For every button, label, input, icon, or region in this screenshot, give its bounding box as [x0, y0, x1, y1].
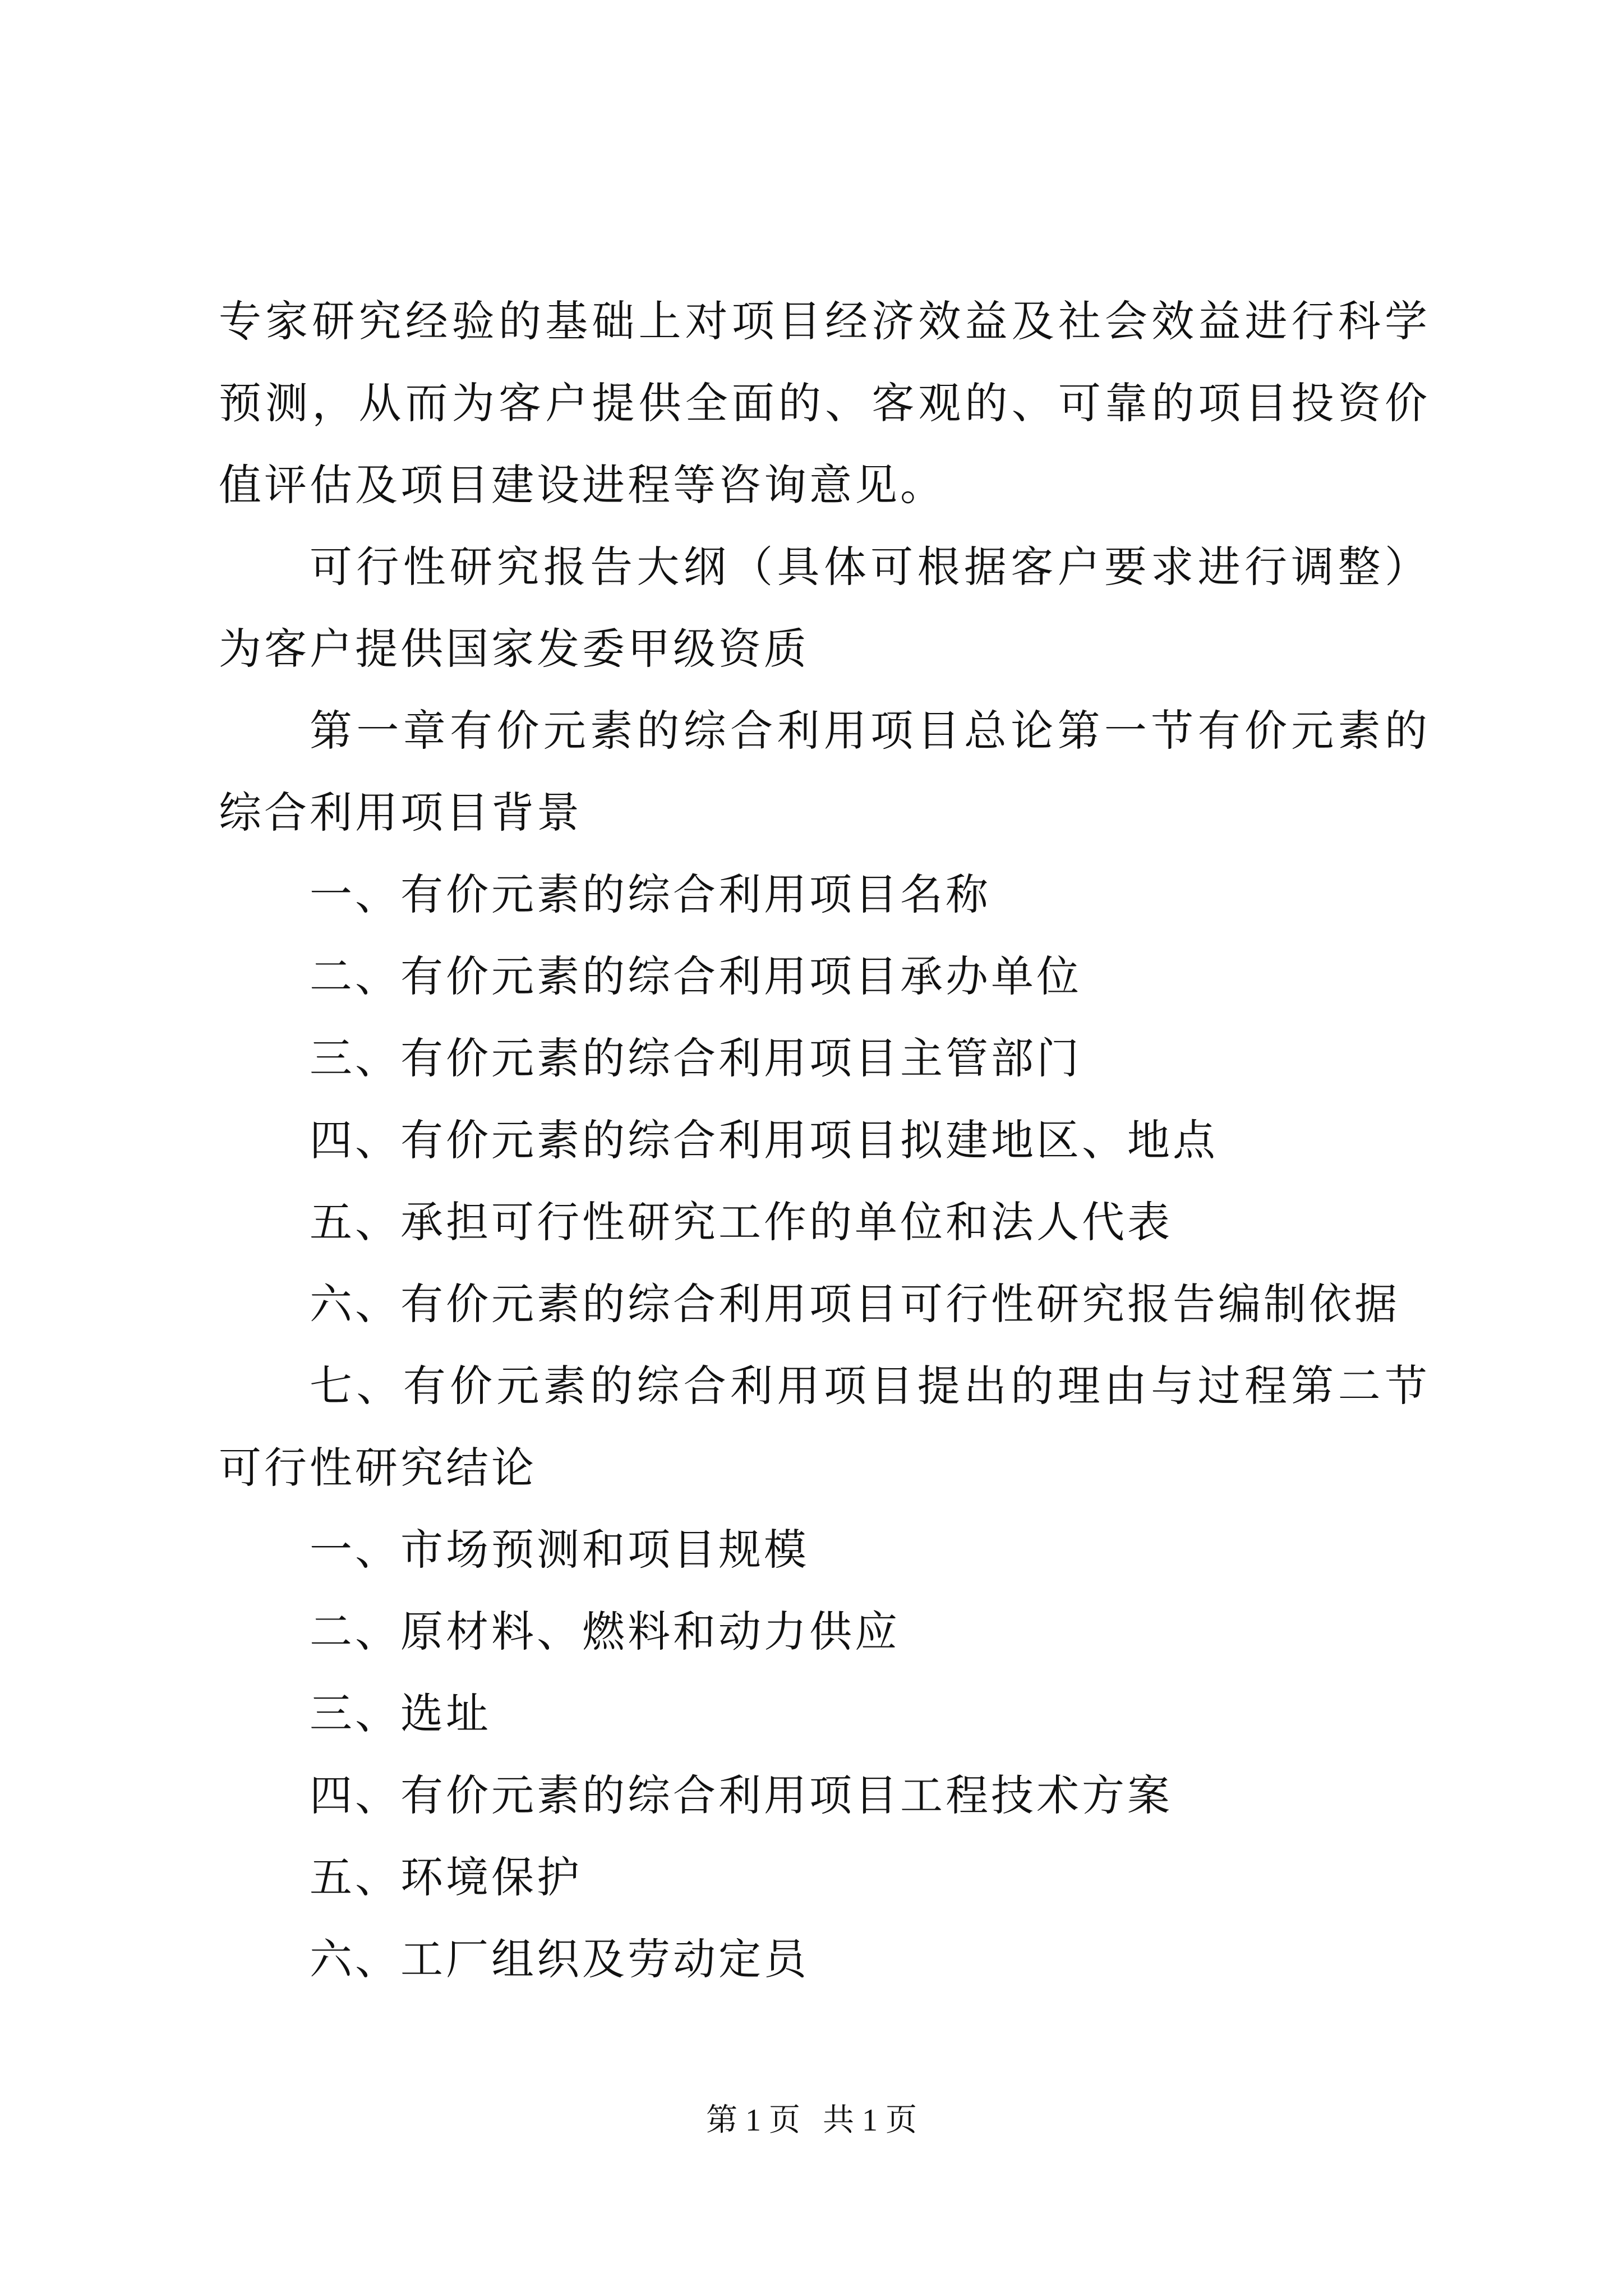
list-item-environmental-protection: 五、环境保护 [310, 1852, 582, 1902]
list-item-proposed-location: 四、有价元素的综合利用项目拟建地区、地点 [310, 1115, 1218, 1165]
list-item-reasons-and-section-two: 七、有价元素的综合利用项目提出的理由与过程第二节可行性研究结论 [219, 1361, 1430, 1493]
document-body [219, 280, 1430, 2000]
list-item-undertaking-unit: 二、有价元素的综合利用项目承办单位 [310, 951, 1082, 1001]
list-item-market-forecast: 一、市场预测和项目规模 [310, 1525, 809, 1575]
chapter-one-heading: 第一章有价元素的综合利用项目总论第一节有价元素的综合利用项目背景 [219, 706, 1430, 838]
list-item-site-selection: 三、选址 [310, 1688, 491, 1738]
list-item-factory-organization: 六、工厂组织及劳动定员 [310, 1934, 809, 1984]
list-item-project-name: 一、有价元素的综合利用项目名称 [310, 869, 991, 919]
list-item-competent-department: 三、有价元素的综合利用项目主管部门 [310, 1033, 1082, 1083]
list-item-research-unit: 五、承担可行性研究工作的单位和法人代表 [310, 1197, 1173, 1247]
page-footer [0, 2098, 1623, 2143]
page-total: 共 1 页 [823, 2103, 917, 2138]
paragraph-intro-continuation: 专家研究经验的基础上对项目经济效益及社会效益进行科学预测，从而为客户提供全面的、客观的、可靠的项目投资价值评估及项目建设进程等咨询意见。 [219, 296, 1430, 510]
list-item-materials-supply: 二、原材料、燃料和动力供应 [310, 1607, 900, 1657]
paragraph-outline-intro: 可行性研究报告大纲（具体可根据客户要求进行调整）为客户提供国家发委甲级资质 [219, 542, 1430, 674]
list-item-compilation-basis: 六、有价元素的综合利用项目可行性研究报告编制依据 [310, 1279, 1400, 1329]
list-item-technical-plan: 四、有价元素的综合利用项目工程技术方案 [310, 1770, 1173, 1820]
page-number: 第 1 页 [706, 2103, 800, 2138]
